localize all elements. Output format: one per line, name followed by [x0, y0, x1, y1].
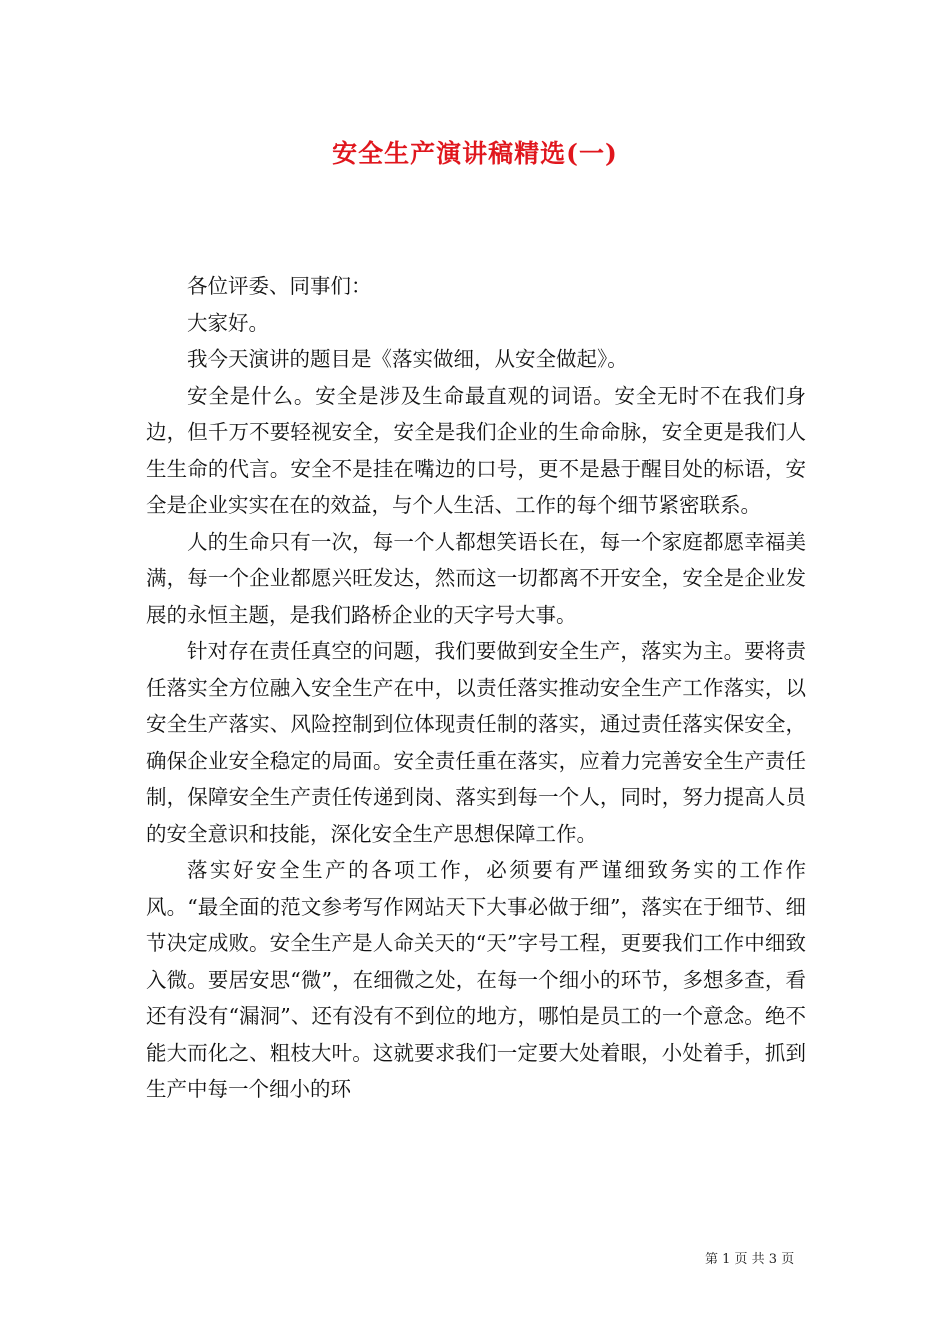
- greeting: 大家好。: [187, 310, 269, 335]
- page-number-footer: 第 1 页 共 3 页: [705, 1252, 795, 1267]
- speech-topic: 我今天演讲的题目是《落实做细，从安全做起》。: [187, 347, 628, 371]
- paragraph-life-once: 人的生命只有一次，每一个人都想笑语长在，每一个家庭都愿幸福美满，每一个企业都愿兴旺发达，然而这一切都离不开安全，安全是企业发展的永恒主题，是我们路桥企业的天字号大事。: [146, 529, 806, 627]
- paragraph-what-is-safety: 安全是什么。安全是涉及生命最直观的词语。安全无时不在我们身边，但千万不要轻视安全，安全是我们企业的生命命脉，安全更是我们人生生命的代言。安全不是挂在嘴边的口号，更不是悬于醒目处的标语，安全是企业实实在在的效益，与个人生活、工作的每个细节紧密联系。: [146, 383, 806, 517]
- page-title: 安全生产演讲稿精选(一): [332, 139, 618, 168]
- salutation: 各位评委、同事们：: [187, 274, 372, 298]
- paragraph-details: 落实好安全生产的各项工作，必须要有严谨细致务实的工作作风。“最全面的范文参考写作网站天下大事必做于细”，落实在于细节、细节决定成败。安全生产是人命关天的“天”字号工程，更要我们工作中细致入微。要居安思“微”，在细微之处，在每一个细小的环节，多想多查，看还有没有“漏洞”、还有没有不到位的地方，哪怕是员工的一个意念。绝不能大而化之、粗枝大叶。这就要求我们一定要大处着眼，小处着手，抓到生产中每一个细小的环: [146, 858, 806, 1101]
- paragraph-responsibility: 针对存在责任真空的问题，我们要做到安全生产，落实为主。要将责任落实全方位融入安全生产在中，以责任落实推动安全生产工作落实，以安全生产落实、风险控制到位体现责任制的落实，通过责任落实保安全，确保企业安全稳定的局面。安全责任重在落实，应着力完善安全生产责任制，保障安全生产责任传递到岗、落实到每一个人，同时，努力提高人员的安全意识和技能，深化安全生产思想保障工作。: [146, 639, 806, 846]
- document-body: [146, 268, 806, 1108]
